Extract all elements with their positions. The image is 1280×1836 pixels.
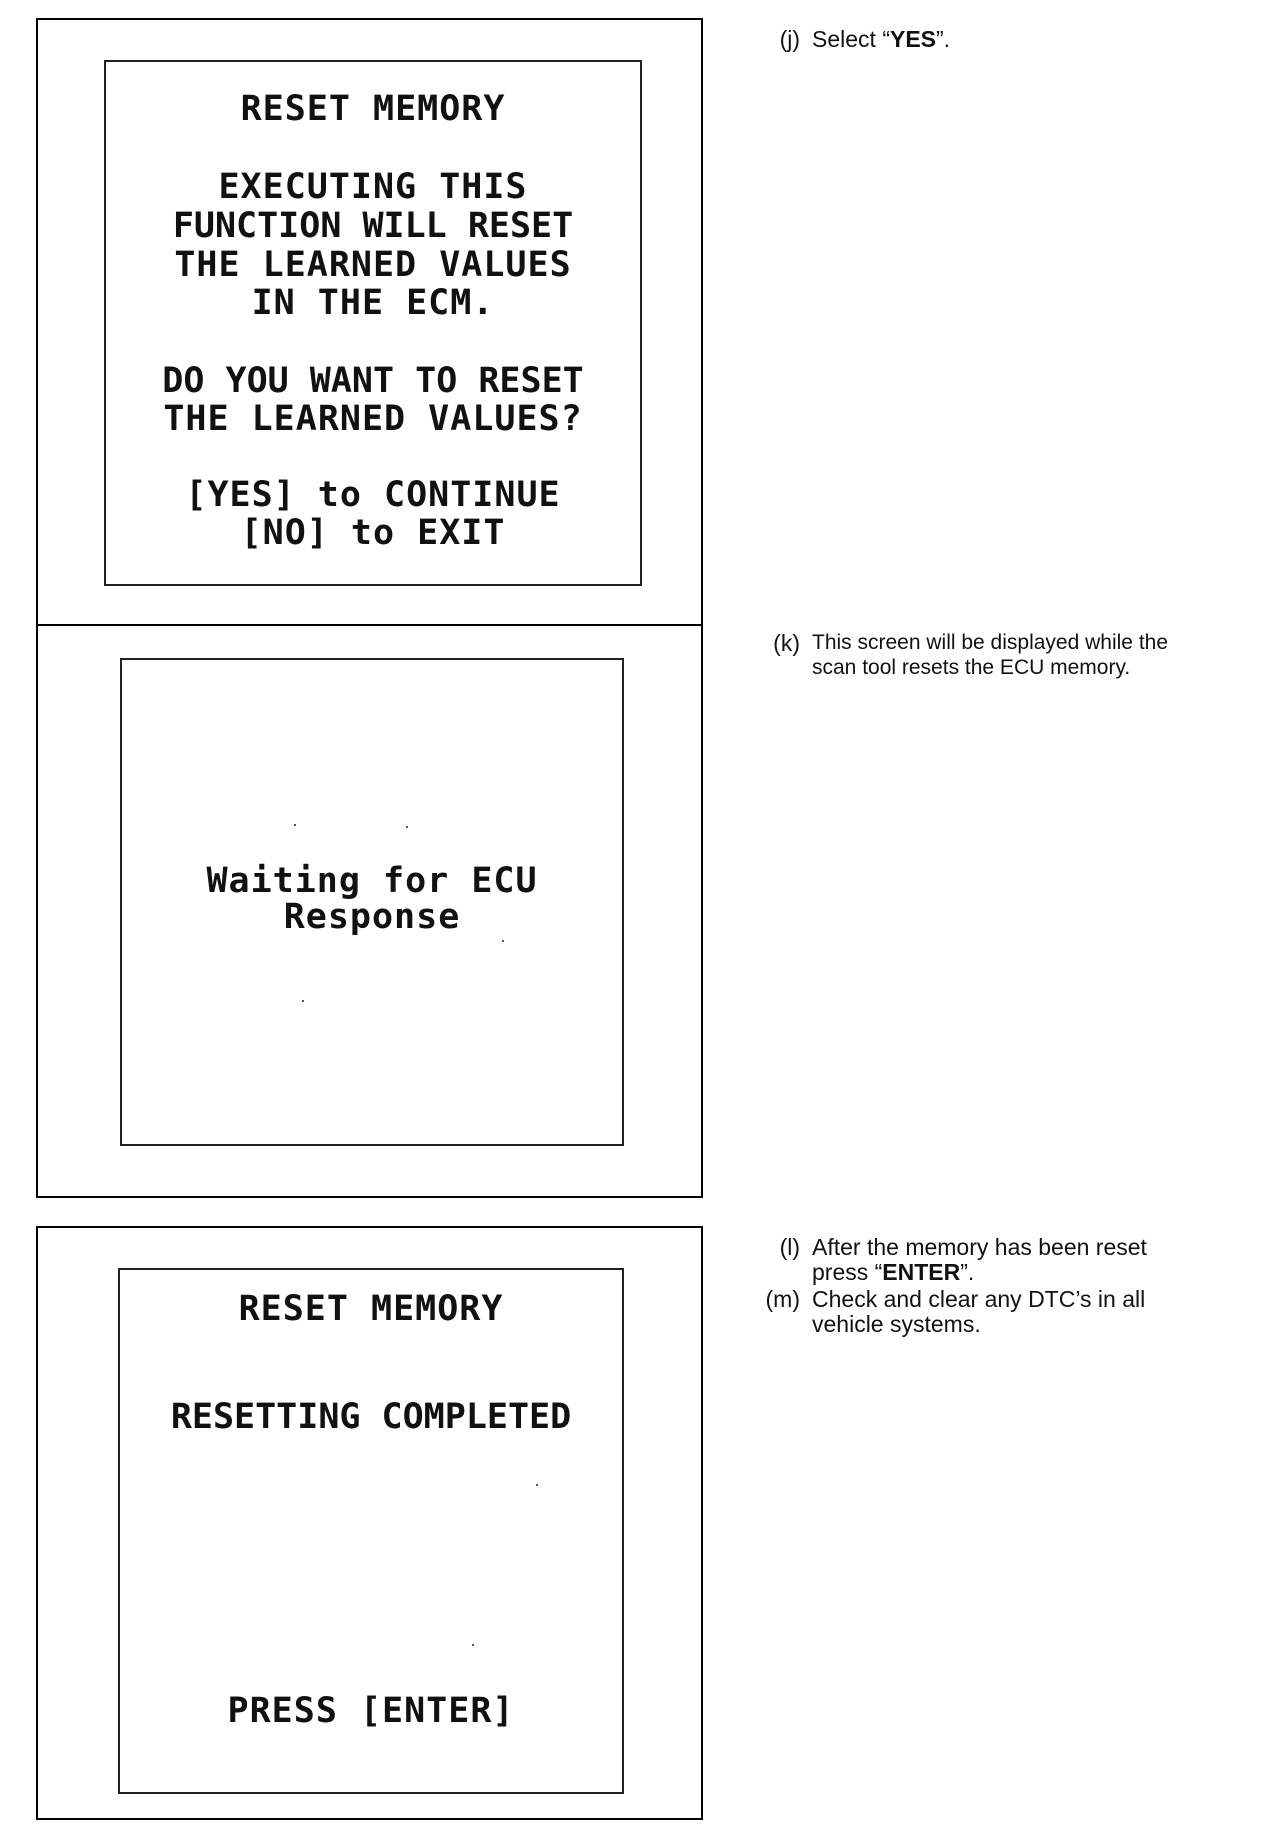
scan-tool-screen-reset-prompt — [104, 60, 642, 586]
question-line: THE LEARNED VALUES? — [163, 399, 583, 439]
scan-tool-screen-waiting — [120, 658, 624, 1146]
screen-title: RESET MEMORY — [240, 89, 506, 129]
instruction-k — [744, 630, 1274, 686]
instruction-text-line-1: After the memory has been reset — [812, 1234, 1147, 1260]
scan-tool-screen-completed — [118, 1268, 624, 1794]
message-line: THE LEARNED VALUES — [174, 245, 572, 285]
instruction-number: (m) — [765, 1286, 800, 1312]
screen-title: RESET MEMORY — [238, 1289, 504, 1329]
message-line: EXECUTING THIS — [218, 167, 528, 207]
instruction-text-line-2: scan tool resets the ECU memory. — [812, 656, 1131, 679]
instruction-text-line-2: press “ENTER”. — [812, 1259, 975, 1285]
frame-divider — [36, 624, 703, 626]
yes-option[interactable]: [YES] to CONTINUE — [185, 475, 561, 515]
waiting-line-2: Response — [283, 897, 461, 937]
message-line: FUNCTION WILL RESET — [172, 206, 574, 246]
question-line: DO YOU WANT TO RESET — [162, 361, 584, 401]
instruction-m — [744, 1286, 1264, 1342]
press-enter-prompt[interactable]: PRESS [ENTER] — [227, 1691, 515, 1731]
status-message: RESETTING COMPLETED — [170, 1397, 572, 1437]
instruction-text-line-2: vehicle systems. — [812, 1311, 981, 1337]
waiting-line-1: Waiting for ECU — [206, 861, 538, 901]
instruction-number: (k) — [773, 630, 800, 656]
instruction-number: (l) — [779, 1234, 800, 1260]
instruction-l — [744, 1234, 1264, 1290]
no-option[interactable]: [NO] to EXIT — [240, 513, 506, 553]
instruction-j — [744, 26, 1264, 56]
instruction-text-line-1: This screen will be displayed while the — [812, 631, 1169, 654]
message-line: IN THE ECM. — [251, 283, 495, 323]
instruction-text: Select “YES”. — [812, 26, 951, 52]
instruction-number: (j) — [779, 26, 800, 52]
instruction-text-line-1: Check and clear any DTC’s in all — [812, 1286, 1146, 1312]
